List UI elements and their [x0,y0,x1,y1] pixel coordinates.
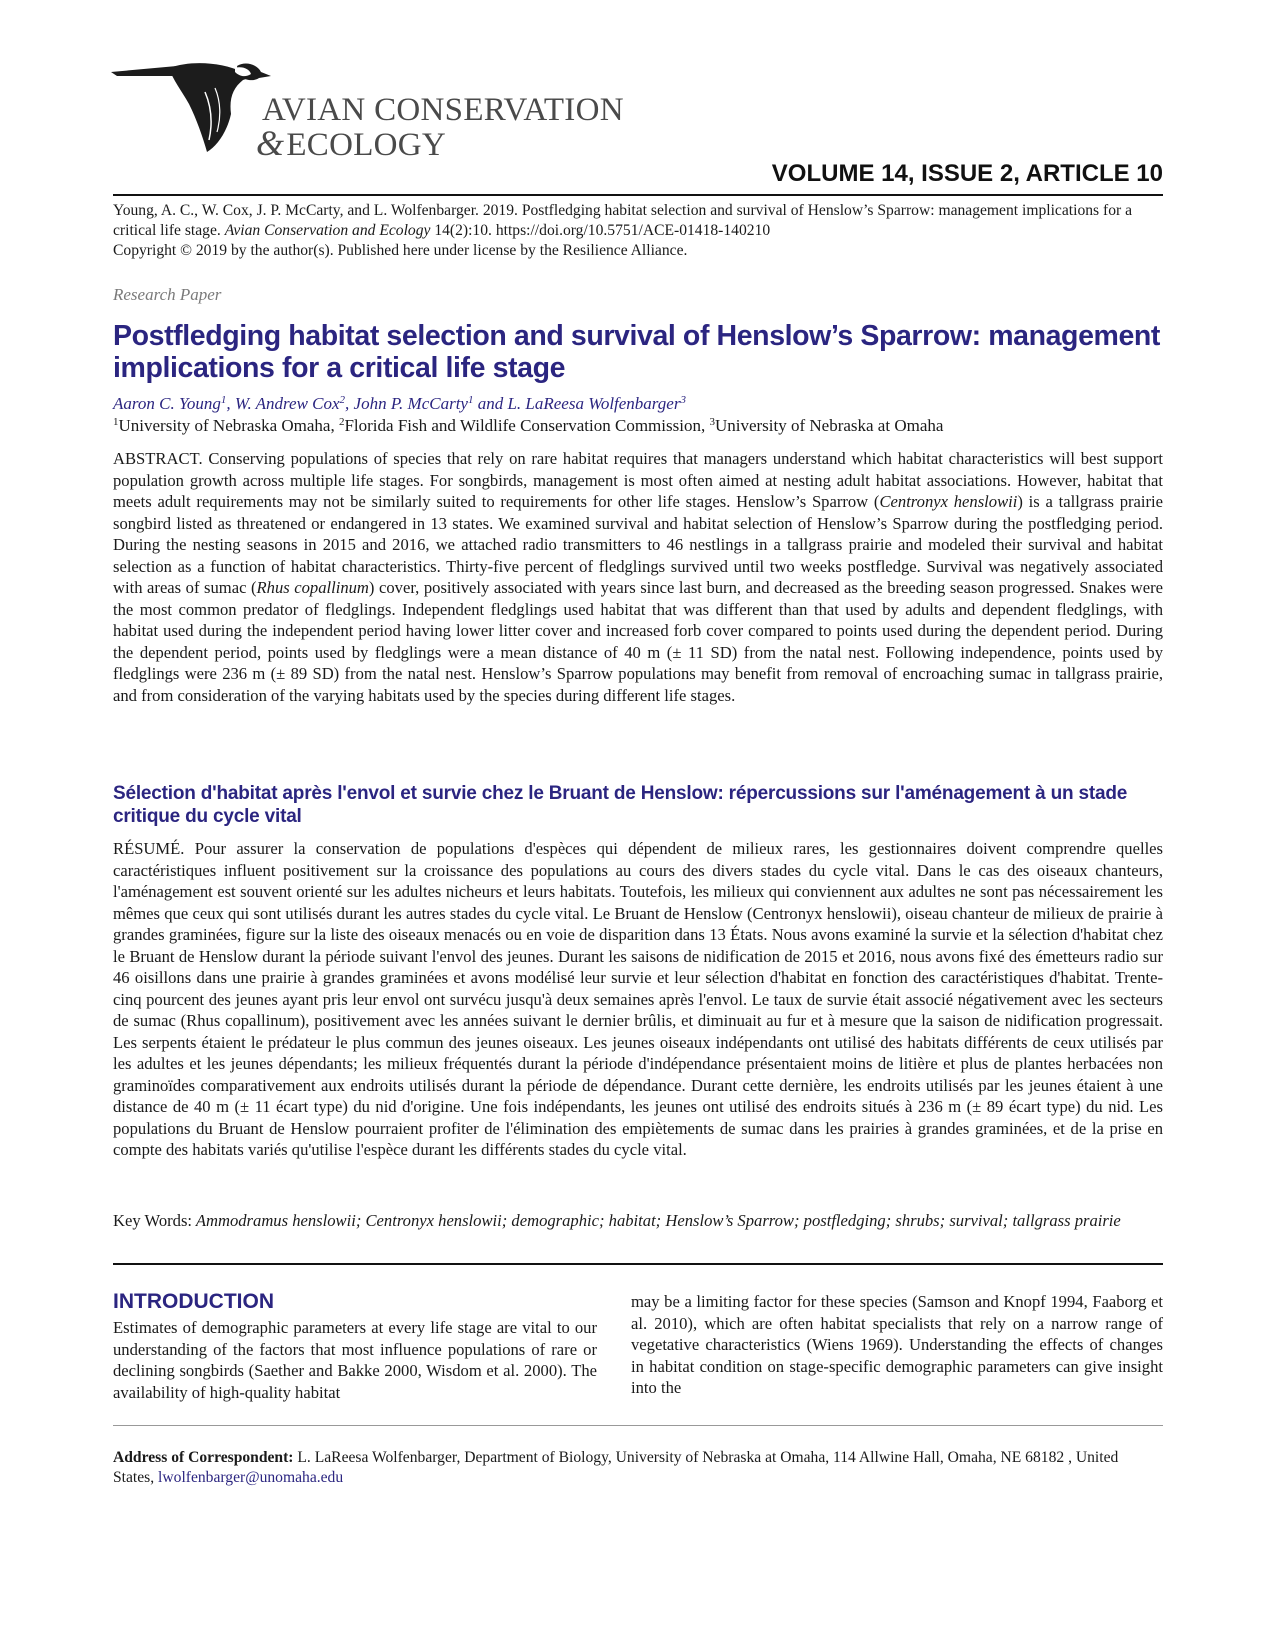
author-link[interactable]: John P. McCarty$^1$ [353,394,474,413]
logo-text-ecology: ECOLOGY [286,127,447,163]
footer-rule [113,1425,1163,1426]
copyright-text: Copyright © 2019 by the author(s). Published here under license by the Resilience Alliance. [113,242,688,259]
author-link[interactable]: L. LaReesa Wolfenbarger$^3$ [507,394,686,413]
author-link[interactable]: W. Andrew Cox$^2$ [234,394,346,413]
author-link[interactable]: Aaron C. Young$^1$ [113,394,227,413]
section-label: Research Paper [113,285,222,304]
author-list [113,394,686,414]
affiliation-list: $^1$University of Nebraska Omaha, $^2$Florida Fish and Wildlife Conservation Commission, $^3$University of Nebraska at Omaha [113,416,944,435]
keywords-label: Key Words: [113,1211,193,1230]
affiliation-item: University of Nebraska Omaha [118,416,331,435]
volume-info: VOLUME 14, ISSUE 2, ARTICLE 10 [771,160,1163,187]
logo-ampersand: & [256,123,285,163]
citation-journal: Avian Conservation and Ecology [224,222,431,239]
intro-text-right: may be a limiting factor for these species (Samson and Knopf 1994, Faaborg et al. 2010), which are often habitat specialists that rely on a narrow range of vegetative characteristics (Wiens 1969). Understanding the effects of changes in habitat condition on stage-specific demographic parameters can give insight into the [631,1292,1163,1397]
intro-right-column [631,1291,1163,1399]
intro-left-column [113,1289,597,1403]
keywords-list: Ammodramus henslowii; Centronyx henslowii; demographic; habitat; Henslow’s Sparrow; postfledging; shrubs; survival; tallgrass prairie [192,1211,1121,1230]
abstract: ABSTRACT. Conserving populations of species that rely on rare habitat requires that managers understand which habitat characteristics will best support population growth across multiple life stages. For songbirds, management is most often aimed at nesting adult habitat associations. However, habitat that meets adult requirements may not be similarly suited to requirements for other life stages. Henslow’s Sparrow (Centronyx henslowii) is a tallgrass prairie songbird listed as threatened or endangered in 13 states. We examined survival and habitat selection of Henslow’s Sparrow during the postfledging period. During the nesting seasons in 2015 and 2016, we attached radio transmitters to 46 nestlings in a tallgrass prairie and modeled their survival and habitat selection as a function of habitat characteristics. Thirty-five percent of fledglings survived until two weeks postfledge. Survival was negatively associated with areas of sumac (Rhus copallinum) cover, positively associated with years since last burn, and decreased as the breeding season progressed. Snakes were the most common predator of fledglings. Independent fledglings used habitat that was different than that used by adults and dependent fledglings, with habitat used during the independent period having lower litter cover and increased forb cover compared to points used during the dependent period. During the dependent period, points used by fledglings were a mean distance of 40 m (± 11 SD) from the natal nest. Following independence, points used by fledglings were 236 m (± 89 SD) from the natal nest. Henslow’s Sparrow populations may benefit from removal of encroaching sumac in tallgrass prairie, and from consideration of the varying habitats used by the species during different life stages. [113,449,1163,705]
resume-label: RÉSUMÉ. [113,839,185,858]
citation-block [113,201,1163,261]
citation-part2[interactable]: 14(2):10. https://doi.org/10.5751/ACE-01418-140210 [430,222,771,239]
logo-text-line2 [256,122,446,164]
intro-heading: INTRODUCTION [113,1290,274,1313]
author-separator: and [473,394,508,413]
correspondent-email-link[interactable]: lwolfenbarger@unomaha.edu [158,1469,344,1486]
affiliation-item: University of Nebraska at Omaha [714,416,944,435]
intro-text-left: Estimates of demographic parameters at every life stage are vital to our understanding of the factors that most influence populations of rare or declining songbirds (Saether and Bakke 2000, Wisdom et al. 2000). The availability of high-quality habitat [113,1318,597,1402]
section-rule [113,1263,1163,1265]
correspondent-address [113,1448,1163,1488]
citation-text [113,201,1163,241]
article-title: Postfledging habitat selection and survival of Henslow’s Sparrow: management implications for a critical life stage [113,320,1161,384]
logo-text-line1: AVIAN CONSERVATION [262,92,624,128]
correspondent-text: L. LaReesa Wolfenbarger, Department of Biology, University of Nebraska at Omaha, 114 Allwine Hall, Omaha, NE 68182 , United States, [113,1449,1119,1486]
correspondent-label: Address of Correspondent: [113,1449,294,1466]
bird-logo-icon [109,62,279,154]
resume: RÉSUMÉ. Pour assurer la conservation de populations d'espèces qui dépendent de milieux rares, les gestionnaires doivent comprendre quelles caractéristiques influent positivement sur la croissance des populations au cours des divers stades du cycle vital. Dans le cas des oiseaux chanteurs, l'aménagement est souvent orienté sur les adultes nicheurs et leurs habitats. Toutefois, les milieux qui conviennent aux adultes ne sont pas nécessairement les mêmes que ceux qui sont utilisés durant les autres stades du cycle vital. Le Bruant de Henslow (Centronyx henslowii), oiseau chanteur de milieux de prairie à grandes graminées, figure sur la liste des oiseaux menacés ou en voie de disparition dans 13 États. Nous avons examiné la survie et la sélection d'habitat chez le Bruant de Henslow durant la période suivant l'envol des jeunes. Durant les saisons de nidification de 2015 et 2016, nous avons fixé des émetteurs radio sur 46 oisillons dans une prairie à grandes graminées et avons modélisé leur survie et leur sélection d'habitat en fonction des caractéristiques d'habitat. Trente-cinq pourcent des jeunes ayant pris leur envol ont survécu jusqu'à deux semaines après l'envol. Le taux de survie était associé négativement avec les secteurs de sumac (Rhus copallinum), positivement avec les années suivant le dernier brûlis, et diminuait au fur et à mesure que la saison de nidification progressait. Les serpents étaient le prédateur le plus commun des jeunes oiseaux. Les jeunes oiseaux indépendants ont utilisé des habitats différents de ceux utilisés par les adultes et les jeunes dépendants; les milieux fréquentés durant la période d'indépendance présentaient moins de litière et plus de plantes herbacées non graminoïdes comparativement aux endroits utilisés durant la période de dépendance. Durant cette dernière, les endroits utilisés par les jeunes étaient à une distance de 40 m (± 11 écart type) du nid d'origine. Une fois indépendants, les jeunes ont utilisé des endroits situés à 236 m (± 89 écart type) du nid. Les populations du Bruant de Henslow pourraient profiter de l'élimination des empiètements de sumac dans les prairies à grandes graminées, et de la prise en compte des habitats variés qu'utilise l'espèce durant les différents stades du cycle vital. [113,839,1163,1159]
french-title: Sélection d'habitat après l'envol et survie chez le Bruant de Henslow: répercussions sur l'aménagement à un stade critique du cycle vital [113,783,1128,827]
citation-part1: Young, A. C., W. Cox, J. P. McCarty, and L. Wolfenbarger. 2019. Postfledging habitat selection and survival of Henslow’s Sparrow: management implications for a critical life stage. [113,202,1133,239]
author-separator: , [345,394,354,413]
keywords [113,1210,1163,1232]
journal-logo [113,62,633,162]
abstract-label: ABSTRACT. [113,449,203,468]
header-rule [113,194,1163,196]
author-separator: , [226,394,235,413]
affiliation-item: Florida Fish and Wildlife Conservation Commission [344,416,701,435]
